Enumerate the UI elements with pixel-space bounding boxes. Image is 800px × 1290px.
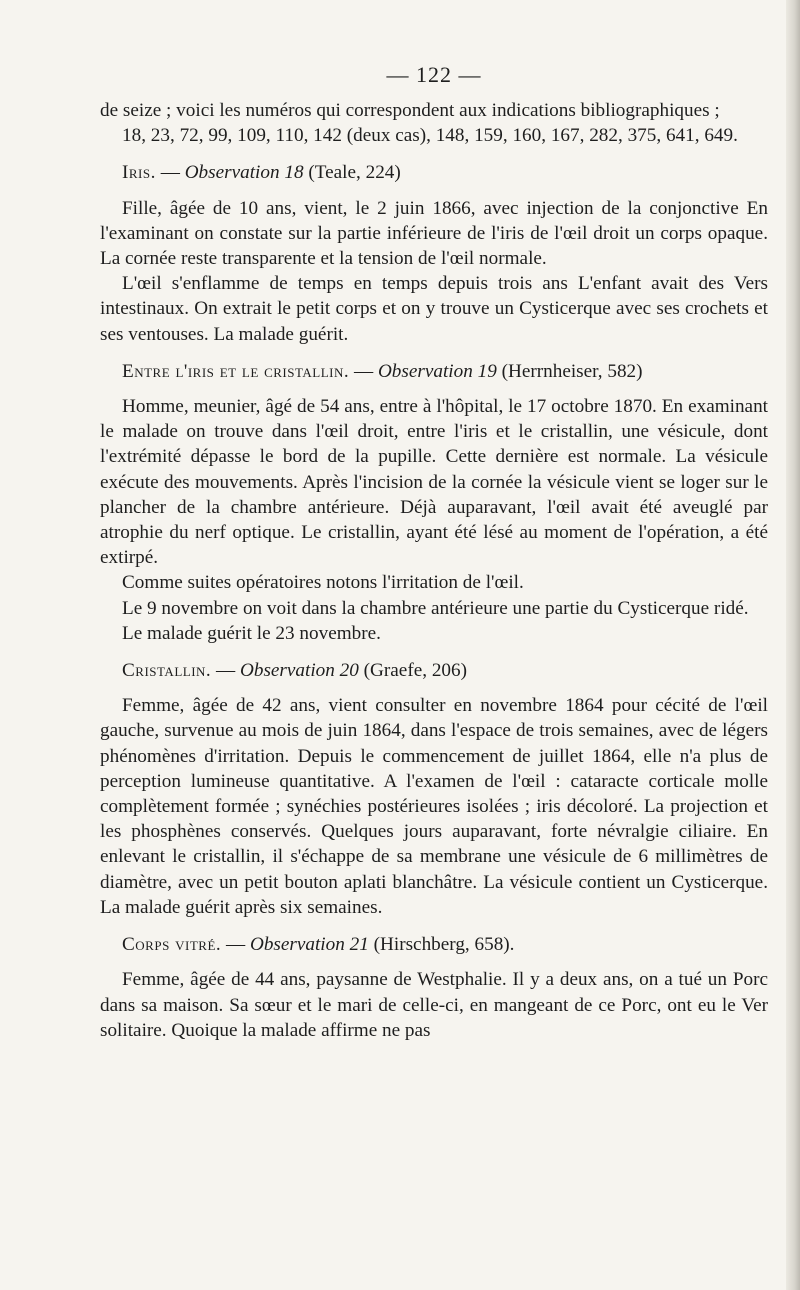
- paragraph: Femme, âgée de 44 ans, paysanne de Westphalie. Il y a deux ans, on a tué un Porc dans sa maison. Sa sœur et le mari de celle-ci, en mangeant de ce Porc, ont eu le Ver solitaire. Quoique la malade affirme ne pas: [100, 969, 768, 1041]
- section-heading-iris: Iris. — Observation 18 (Teale, 224): [122, 162, 401, 184]
- reference-numbers: 18, 23, 72, 99, 109, 110, 142 (deux cas), 148, 159, 160, 167, 282, 375, 641, 649.: [122, 125, 738, 147]
- paragraph: Femme, âgée de 42 ans, vient consulter en novembre 1864 pour cécité de l'œil gauche, survenue au mois de juin 1864, dans l'espace de trois semaines, avec de légers phénomènes d'irritation. Depuis le commencement de juillet 1864, elle n'a plus de perception lumineuse quantitative. A l'examen de l'œil : cataracte corticale molle complètement formée ; synéchies postérieures isolées ; iris décoloré. La projection et les phosphènes conservés. Quelques jours auparavant, forte névralgie ciliaire. En enlevant le cristallin, il s'échappe de sa membrane une vésicule de 6 millimètres de diamètre, avec un petit bouton aplati blanchâtre. La vésicule contient un Cysticerque. La malade guérit après six semaines.: [100, 695, 768, 918]
- page-number: — 122 —: [386, 62, 482, 87]
- paragraph: L'œil s'enflamme de temps en temps depuis trois ans L'enfant avait des Vers intestinaux. On extrait le petit corps et on y trouve un Cysticerque avec ses crochets et ses ventouses. La malade guérit.: [100, 273, 768, 345]
- paragraph: Homme, meunier, âgé de 54 ans, entre à l'hôpital, le 17 octobre 1870. En examinant le malade on trouve dans l'œil droit, entre l'iris et le cristallin, une vésicule, dont l'extrémité dépasse le bord de la pupille. Cette dernière est normale. La vésicule exécute des mouvements. Après l'incision de la cornée la vésicule vient se loger sur le plancher de la chambre antérieure. Déjà auparavant, l'œil avait été aveuglé par atrophie du nerf optique. Le cristallin, ayant été lésé au moment de l'opération, a été extirpé.: [100, 396, 768, 569]
- intro-paragraph: de seize ; voici les numéros qui correspondent aux indications bibliographiques ;: [100, 100, 720, 121]
- paragraph: Fille, âgée de 10 ans, vient, le 2 juin 1866, avec injection de la conjonctive En l'examinant on constate sur la partie inférieure de l'iris de l'œil droit un corps opaque. La cornée reste transparente et la tension de l'œil normale.: [100, 197, 768, 270]
- paragraph: Le 9 novembre on voit dans la chambre antérieure une partie du Cysticerque ridé.: [122, 597, 749, 619]
- section-heading-corps-vitre: Corps vitré. — Observation 21 (Hirschberg, 658).: [122, 934, 515, 956]
- section-heading-cristallin: Cristallin. — Observation 20 (Graefe, 206): [122, 660, 467, 682]
- paragraph: Le malade guérit le 23 novembre.: [122, 622, 381, 644]
- document-page: [100, 62, 768, 1043]
- section-heading-iris-cristallin: Entre l'iris et le cristallin. — Observation 19 (Herrnheiser, 582): [122, 360, 643, 382]
- paragraph: Comme suites opératoires notons l'irritation de l'œil.: [122, 572, 524, 594]
- page-edge: [786, 0, 800, 1290]
